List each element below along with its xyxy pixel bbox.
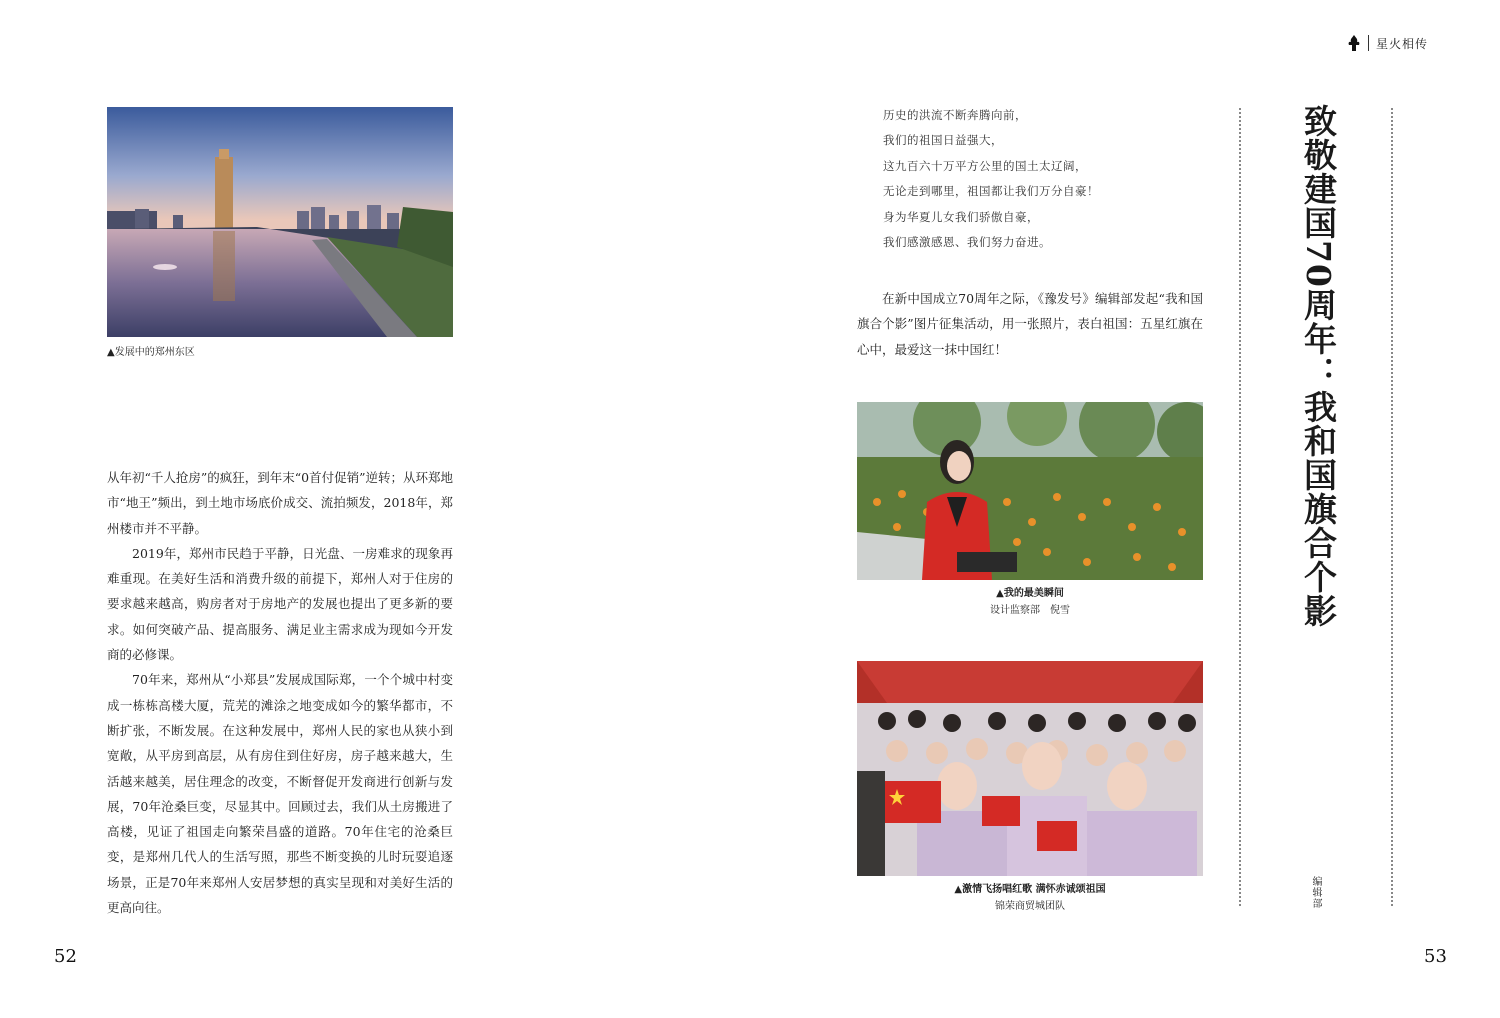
- photo2-title: ▲激情飞扬唱红歌 满怀赤诚颂祖国: [954, 884, 1106, 895]
- running-header: [1347, 34, 1428, 52]
- photo1-credit: 设计监察部 倪雪: [990, 605, 1070, 616]
- intro-paragraph: 在新中国成立70周年之际，《豫发号》编辑部发起“我和国旗合个影”图片征集活动，用一张照片，表白祖国：五星红旗在心中，最爱这一抹中国红！: [857, 291, 1203, 357]
- photo1-title: ▲我的最美瞬间: [996, 588, 1064, 599]
- paragraph: 2019年，郑州市民趋于平静，日光盘、一房难求的现象再难重现。在美好生活和消费升级的前提下，郑州人对于住房的要求越来越高，购房者对于房地产的发展也提出了更多新的要求。如何突破产品、提高服务、满足业主需求成为现如今开发商的必修课。: [107, 545, 453, 663]
- article-title: 致敬建国70周年：我和国旗合个影: [1299, 104, 1338, 628]
- poem-line: 这九百六十万平方公里的国土太辽阔，: [883, 158, 1087, 173]
- paragraph: 从年初“千人抢房”的疯狂，到年末“0首付促销”逆转；从环郑地市“地王”频出，到土地市场底价成交、流拍频发，2018年，郑州楼市并不平静。: [107, 470, 454, 536]
- paragraph: 70年来，郑州从“小郑县”发展成国际郑，一个个城中村变成一栋栋高楼大厦，荒芜的滩涂之地变成如今的繁华都市，不断扩张，不断发展。在这种发展中，郑州人民的家也从狭小到宽敞，从平房到高层，从有房住到住好房，房子越来越大，生活越来越美，居住理念的改变，不断督促开发商进行创新与发展，70年沧桑巨变，尽显其中。回顾过去，我们从土房搬进了高楼，见证了祖国走向繁荣昌盛的道路。70年住宅的沧桑巨变，是郑州几代人的生活写照，那些不断变换的儿时玩耍追逐场景，正是70年来郑州人安居梦想的真实呈现和对美好生活的更高向往。: [107, 672, 453, 916]
- article-body: [107, 465, 453, 920]
- poem-line: 身为华夏儿女我们骄傲自豪，: [883, 209, 1039, 224]
- torch-logo-icon: [1347, 34, 1361, 52]
- photo1-caption: [857, 585, 1203, 619]
- page-number-left: 52: [54, 946, 77, 967]
- red-song-crowd-photo: [857, 661, 1203, 876]
- title-rule-left: [1239, 108, 1241, 908]
- poem-line: 无论走到哪里，祖国都让我们万分自豪！: [883, 184, 1099, 199]
- page-number-right: 53: [1424, 946, 1447, 967]
- poem-line: 我们的祖国日益强大，: [883, 133, 1003, 148]
- header-divider: [1368, 35, 1369, 51]
- woman-flower-field-photo: [857, 402, 1203, 580]
- poem: [883, 103, 1099, 255]
- poem-line: 我们感激感恩、我们努力奋进。: [883, 235, 1051, 250]
- article-author: 编辑部: [1310, 876, 1321, 909]
- photo-caption: ▲发展中的郑州东区: [107, 347, 195, 358]
- zhengzhou-east-district-photo: [107, 107, 453, 337]
- poem-line: 历史的洪流不断奔腾向前，: [883, 108, 1027, 122]
- photo2-caption: [857, 881, 1203, 915]
- section-title: 星火相传: [1375, 36, 1428, 51]
- title-rule-right: [1391, 108, 1393, 908]
- photo2-credit: 锦荣商贸城团队: [995, 901, 1065, 912]
